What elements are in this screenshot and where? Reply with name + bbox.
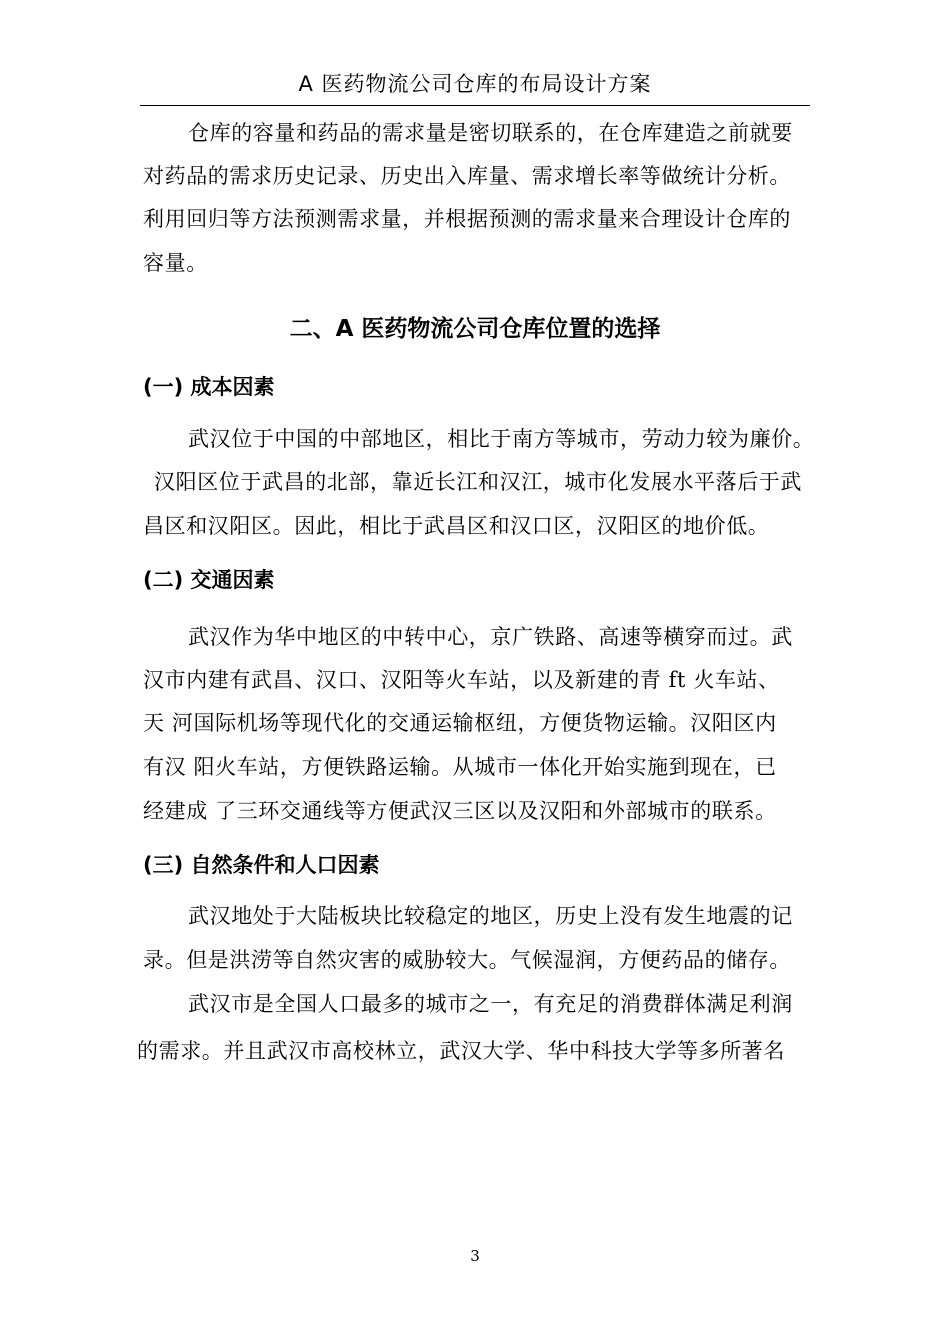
section-heading: 二、A 医药物流公司仓库位置的选择 [289,316,661,342]
paragraph-line: 经建成 了三环交通线等方便武汉三区以及汉阳和外部城市的联系。 [143,799,777,823]
paragraph-line: 对药品的需求历史记录、历史出入库量、需求增长率等做统计分析。 [143,164,791,188]
subsection-heading: (一) 成本因素 [143,375,275,399]
paragraph-line: 利用回归等方法预测需求量，并根据预测的需求量来合理设计仓库的 [143,207,791,231]
paragraph-line: 武汉市是全国人口最多的城市之一，有充足的消费群体满足利润 [188,992,793,1016]
paragraph-line: 仓库的容量和药品的需求量是密切联系的，在仓库建造之前就要 [188,121,793,145]
paragraph-line: 汉市内建有武昌、汉口、汉阳等火车站，以及新建的青 ft 火车站、 [143,668,780,692]
page-number: 3 [470,1247,480,1265]
paragraph-line: 武汉作为华中地区的中转中心，京广铁路、高速等横穿而过。武 [188,625,793,649]
paragraph-line: 容量。 [143,251,208,275]
paragraph-line: 天 河国际机场等现代化的交通运输枢纽，方便货物运输。汉阳区内 [143,711,777,735]
paragraph-line: 武汉地处于大陆板块比较稳定的地区，历史上没有发生地震的记 [188,904,793,928]
subsection-heading: (二) 交通因素 [143,568,275,592]
paragraph-line: 录。但是洪涝等自然灾害的威胁较大。气候湿润，方便药品的储存。 [143,948,791,972]
paragraph-line: 的需求。并且武汉市高校林立，武汉大学、华中科技大学等多所著名 [137,1039,785,1063]
paragraph-line: 昌区和汉阳区。因此，相比于武昌区和汉口区，汉阳区的地价低。 [143,514,770,538]
paragraph-line: 汉阳区位于武昌的北部，靠近长江和汉江，城市化发展水平落后于武 [154,470,802,494]
paragraph-line: 武汉位于中国的中部地区，相比于南方等城市，劳动力较为廉价。 [188,427,815,451]
paragraph-line: 有汉 阳火车站，方便铁路运输。从城市一体化开始实施到现在，已 [143,755,777,779]
page-header-title: A 医药物流公司仓库的布局设计方案 [298,72,652,96]
subsection-heading: (三) 自然条件和人口因素 [143,853,380,877]
header-divider [140,105,810,106]
